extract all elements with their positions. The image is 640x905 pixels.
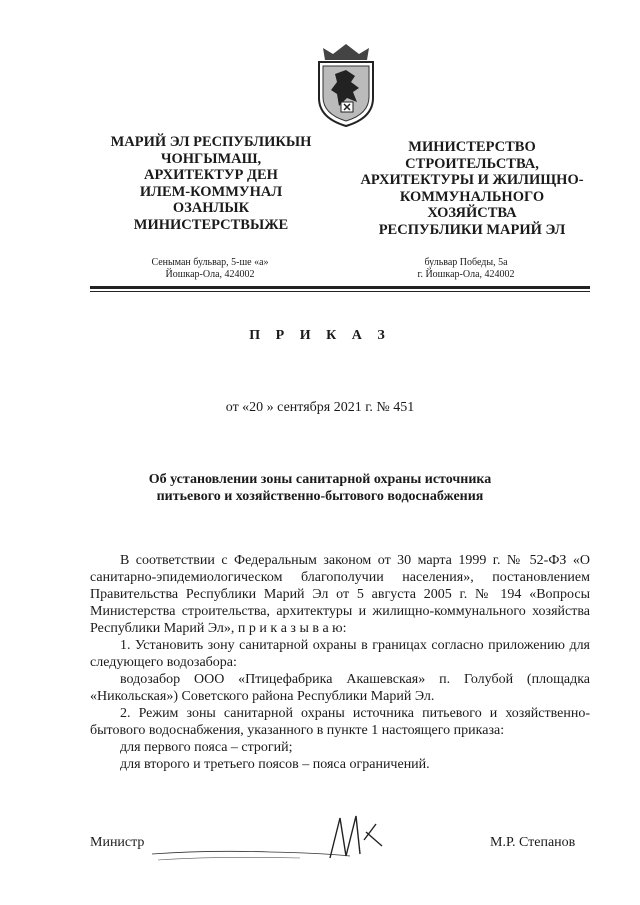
document-title: П Р И К А З xyxy=(249,328,391,343)
order-date-number: от «20 » сентября 2021 г. № 451 xyxy=(225,400,415,415)
order-body xyxy=(90,552,590,773)
header-divider-thick xyxy=(90,286,590,289)
address-russian: бульвар Победы, 5а г. Йошкар-Ола, 424002 xyxy=(417,257,515,280)
clause-1: 1. Установить зону санитарной охраны в границах согласно приложению для следующего водозабора: xyxy=(90,638,590,670)
header-divider-thin xyxy=(90,291,590,292)
signer-name: М.Р. Степанов xyxy=(490,835,576,850)
first-belt-regime: для первого пояса – строгий; xyxy=(120,740,293,755)
clause-2: 2. Режим зоны санитарной охраны источника питьевого и хозяйственно-бытового водоснабжения, указанного в пункте 1 настоящего приказа: xyxy=(90,706,590,738)
signer-position: Министр xyxy=(90,835,145,850)
water-intake-description: водозабор ООО «Птицефабрика Акашевская» п. Голубой (площадка «Никольская») Советского района Республики Марий Эл. xyxy=(90,672,590,704)
ministry-name-mari: МАРИЙ ЭЛ РЕСПУБЛИКЫН ЧОНГЫМАШ, АРХИТЕКТУР ДЕН ИЛЕМ-КОММУНАЛ ОЗАНЛЫК МИНИСТЕРСТВЫЖЕ xyxy=(110,134,312,233)
coat-of-arms-icon xyxy=(311,40,381,128)
preamble-paragraph: В соответствии с Федеральным законом от 30 марта 1999 г. № 52-ФЗ «О санитарно-эпидемиологическом благополучии населения», постановлением Правительства Республики Марий Эл от 5 августа 2005 г. № 194 «Вопросы Министерства строительства, архитектуры и жилищно-коммунального хозяйства Республики Марий Эл», п р и к а з ы в а ю: xyxy=(90,553,590,636)
order-subject: Об установлении зоны санитарной охраны источника питьевого и хозяйственно-бытового водоснабжения xyxy=(148,472,492,504)
address-mari: Сеныман бульвар, 5-ше «а» Йошкар-Ола, 424002 xyxy=(151,257,269,280)
handwritten-signature xyxy=(150,810,420,870)
second-third-belt-regime: для второго и третьего поясов – пояса ограничений. xyxy=(120,757,430,772)
ministry-name-russian: МИНИСТЕРСТВО СТРОИТЕЛЬСТВА, АРХИТЕКТУРЫ И ЖИЛИЩНО- КОММУНАЛЬНОГО ХОЗЯЙСТВА РЕСПУБЛИКИ МАРИЙ ЭЛ xyxy=(360,139,584,238)
